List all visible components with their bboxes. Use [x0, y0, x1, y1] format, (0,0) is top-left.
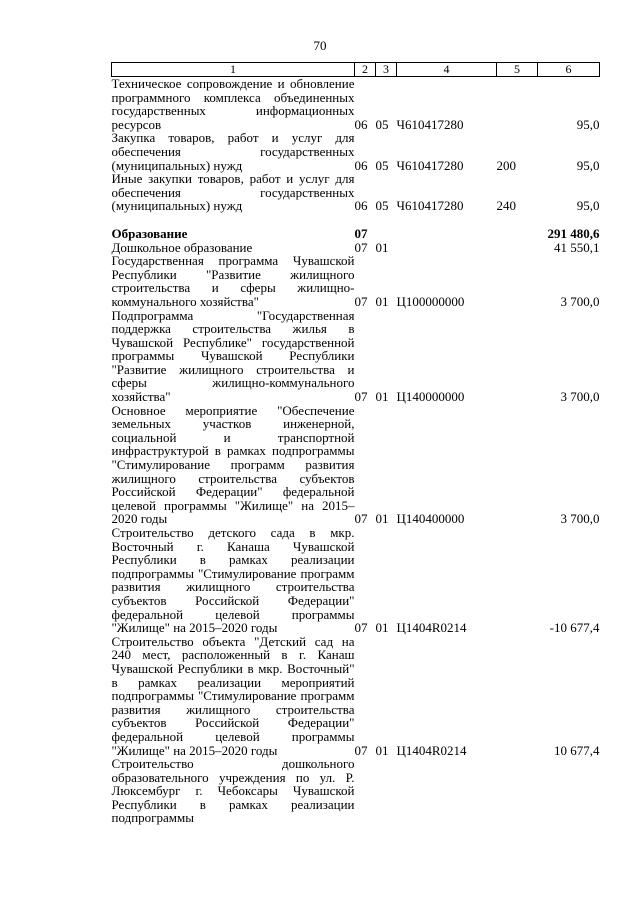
section-code-cell: 06 [354, 198, 368, 214]
table-row [112, 526, 600, 635]
expense-type-cell [497, 77, 538, 132]
row-spacer [112, 213, 600, 227]
table-row [112, 757, 600, 825]
expense-type-cell [497, 526, 538, 635]
amount-cell: 95,0 [576, 116, 600, 132]
subsection-code-cell: 05 [375, 116, 389, 132]
section-code-cell: 07 [354, 620, 368, 636]
expense-type-cell [497, 635, 538, 757]
expense-type-cell: 200 [496, 157, 516, 173]
row-name-cell: Строительство объекта "Детский сад на 240 мест, расположенный в г. Канаш Чувашской Республики в мкр. Восточный" в рамках реализации мероприятий подпрограммы "Стимулирование программ развития жилищного строительства субъектов Российской Федерации" федеральной целевой программы "Жилище" на 2015–2020 годы [111, 633, 355, 758]
table-row [112, 241, 600, 255]
subsection-code-cell: 01 [375, 511, 389, 527]
table-row [112, 404, 600, 526]
section-code-cell: 07 [354, 742, 368, 758]
target-article-cell [397, 757, 497, 825]
column-header: 6 [538, 63, 600, 77]
table-row [112, 172, 600, 213]
target-article-cell: Ц1404R0214 [396, 742, 467, 758]
row-name-cell: Образование [111, 225, 188, 241]
subsection-code-cell: 01 [375, 620, 389, 636]
row-name-cell: Основное мероприятие "Обеспечение земельных участков инженерной, социальной и транспортной инфраструктурой в рамках подпрограммы "Стимулирование программ развития жилищного строительства субъектов Российской Федерации" федеральной целевой программы "Жилище" на 2015–2020 годы [111, 402, 355, 527]
amount-cell: 291 480,6 [547, 225, 600, 241]
amount-cell: -10 677,4 [549, 620, 600, 636]
column-header: 1 [112, 63, 355, 77]
amount-cell [538, 757, 600, 825]
amount-cell: 95,0 [576, 198, 600, 214]
table-row [112, 131, 600, 172]
subsection-code-cell [376, 227, 397, 241]
expense-type-cell [497, 227, 538, 241]
subsection-code-cell: 01 [375, 293, 389, 309]
expense-type-cell [497, 404, 538, 526]
table-row [112, 254, 600, 308]
row-name-cell: Иные закупки товаров, работ и услуг для обеспечения государственных (муниципальных) нужд [111, 171, 355, 214]
subsection-code-cell [376, 757, 397, 825]
amount-cell: 3 700,0 [560, 293, 600, 309]
expense-type-cell [497, 254, 538, 308]
amount-cell: 3 700,0 [560, 511, 600, 527]
amount-cell: 95,0 [576, 157, 600, 173]
target-article-cell: Ц140400000 [396, 511, 465, 527]
subsection-code-cell: 01 [375, 389, 389, 405]
column-header: 2 [355, 63, 376, 77]
budget-table [111, 62, 600, 825]
target-article-cell: Ц1404R0214 [396, 620, 467, 636]
expense-type-cell [497, 757, 538, 825]
section-code-cell: 07 [354, 511, 368, 527]
column-header: 4 [397, 63, 497, 77]
table-body [112, 77, 600, 826]
target-article-cell [397, 227, 497, 241]
section-code-cell: 07 [354, 239, 368, 255]
subsection-code-cell: 01 [375, 742, 389, 758]
row-name-cell: Закупка товаров, работ и услуг для обеспечения государственных (муниципальных) нужд [111, 130, 355, 173]
expense-type-cell [497, 241, 538, 255]
section-code-cell [355, 757, 376, 825]
page-number: 70 [313, 38, 327, 53]
expense-type-cell [497, 309, 538, 404]
table-row [112, 227, 600, 241]
amount-cell: 10 677,4 [554, 742, 600, 758]
table-row [112, 77, 600, 132]
table-header-row [112, 63, 600, 77]
subsection-code-cell: 01 [375, 239, 389, 255]
amount-cell: 41 550,1 [554, 239, 600, 255]
row-name-cell: Техническое сопровождение и обновление программного комплекса объединенных государственных информационных ресурсов [111, 76, 355, 132]
row-name-cell: Дошкольное образование [111, 239, 253, 255]
column-header: 5 [497, 63, 538, 77]
table-row [112, 309, 600, 404]
target-article-cell: Ц100000000 [396, 293, 465, 309]
section-code-cell: 06 [354, 157, 368, 173]
section-code-cell: 06 [354, 116, 368, 132]
target-article-cell: Ц140000000 [396, 389, 465, 405]
column-header: 3 [376, 63, 397, 77]
section-code-cell: 07 [354, 225, 368, 241]
subsection-code-cell: 05 [375, 198, 389, 214]
row-name-cell: Подпрограмма "Государственная поддержка строительства жилья в Чувашской Республике" государственной программы Чувашской Республики "Развитие жилищного строительства и сферы жилищно-коммунального хозяйства" [111, 307, 355, 405]
row-name-cell: Строительство детского сада в мкр. Восточный г. Канаша Чувашской Республики в рамках реализации подпрограммы "Стимулирование программ развития жилищного строительства субъектов Российской Федерации" федеральной целевой программы "Жилище" на 2015–2020 годы [111, 525, 355, 636]
target-article-cell: Ч610417280 [396, 198, 464, 214]
target-article-cell: Ч610417280 [396, 157, 464, 173]
table-row [112, 635, 600, 757]
target-article-cell: Ч610417280 [396, 116, 464, 132]
target-article-cell [397, 241, 497, 255]
section-code-cell: 07 [354, 389, 368, 405]
subsection-code-cell: 05 [375, 157, 389, 173]
expense-type-cell: 240 [496, 198, 516, 214]
section-code-cell: 07 [354, 293, 368, 309]
row-name-cell: Строительство дошкольного образовательного учреждения по ул. Р. Люксембург г. Чебоксары Чувашской Республики в рамках реализации подпрограммы [111, 756, 355, 826]
row-name-cell: Государственная программа Чувашской Республики "Развитие жилищного строительства и сферы жилищно-коммунального хозяйства" [111, 253, 355, 309]
amount-cell: 3 700,0 [560, 389, 600, 405]
